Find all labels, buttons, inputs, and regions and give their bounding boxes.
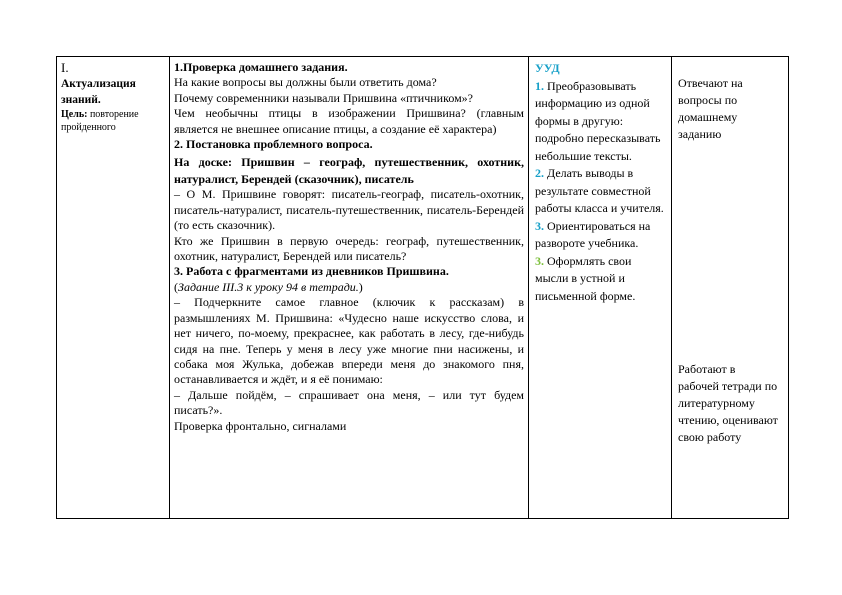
- goal-text: повторение пройденного: [61, 109, 139, 133]
- goal-label: Цель:: [61, 109, 88, 120]
- task-reference: [174, 280, 524, 295]
- uud-item-2-text: Делать выводы в результате совместной работы класса и учителя.: [535, 166, 664, 215]
- uud-item-2: [535, 165, 667, 218]
- stage-title-line-1: Актуализация: [61, 78, 136, 90]
- uud-item-4-num: 3.: [535, 253, 544, 268]
- table-row: [57, 57, 789, 519]
- stage-cell: [57, 57, 170, 519]
- uud-item-1-text: Преобразовывать информацию из одной формы в другую: подробно пересказывать небольшие тексты.: [535, 78, 661, 163]
- task-italic: Задание III.3 к уроку 94 в тетради.: [178, 279, 359, 294]
- stage-number: I.: [61, 60, 69, 75]
- stage-title-line-2: знаний.: [61, 94, 101, 106]
- student-activity-bottom: Работают в рабочей тетради по литературному чтению, оценивают свою работу: [678, 362, 778, 444]
- question-3: Чем необычны птицы в изображении Пришвина? (главным является не внешнее описание птицы, а создание её характера): [174, 106, 524, 136]
- uud-item-4: [535, 253, 667, 306]
- student-activity-top: Отвечают на вопросы по домашнему заданию: [678, 76, 743, 141]
- board-text: На доске: Пришвин – географ, путешественник, охотник, натуралист, Берендей (сказочник), писатель: [174, 155, 524, 186]
- task-close-paren: ): [358, 279, 363, 294]
- paragraph-4: – Дальше пойдём, – спрашивает она меня, – или тут будем писать?».: [174, 387, 524, 418]
- question-1: На какие вопросы вы должны были ответить дома?: [174, 75, 437, 90]
- uud-item-3: [535, 218, 667, 253]
- question-2: Почему современники называли Пришвина «птичником»?: [174, 90, 474, 105]
- student-activity-cell: [672, 57, 789, 519]
- paragraph-5: Проверка фронтально, сигналами: [174, 418, 347, 433]
- uud-title: УУД: [535, 61, 560, 75]
- uud-item-2-num: 2.: [535, 166, 544, 180]
- uud-item-3-text: Ориентироваться на развороте учебника.: [535, 218, 651, 250]
- uud-item-3-num: 3.: [535, 218, 544, 233]
- section-heading-1: 1.Проверка домашнего задания.: [174, 60, 348, 74]
- section-heading-2: 2. Постановка проблемного вопроса.: [174, 137, 373, 152]
- stage-goal: [61, 108, 165, 134]
- paragraph-2: Кто же Пришвин в первую очередь: географ, путешественник, охотник, натуралист, Берендей или писатель?: [174, 233, 524, 264]
- paragraph-1: – О М. Пришвине говорят: писатель-географ, писатель-охотник, писатель-натуралист, писатель-путешественник, писатель-Берендей (то есть сказочник).: [174, 187, 524, 233]
- task-open-paren: (: [174, 279, 178, 294]
- paragraph-3: – Подчеркните самое главное (ключик к рассказам) в размышлениях М. Пришвина: «Чудесно наше искусство слова, и нет ничего, по-моему, прекраснее, как работать в лесу, где-нибудь сидя на пне. Теперь у меня в лесу уже многие пни насижены, и собака моя Жулька, добежав впереди меня до знакомого пня, останавливается и ждёт, и я её понимаю:: [174, 295, 524, 387]
- uud-item-1-num: 1.: [535, 78, 544, 93]
- uud-item-1: [535, 78, 667, 166]
- teacher-activity-cell: [170, 57, 529, 519]
- section-heading-3: 3. Работа с фрагментами из дневников Пришвина.: [174, 264, 449, 279]
- uud-cell: [529, 57, 672, 519]
- uud-item-4-text: Оформлять свои мысли в устной и письменной форме.: [535, 253, 636, 303]
- lesson-table: [56, 56, 789, 519]
